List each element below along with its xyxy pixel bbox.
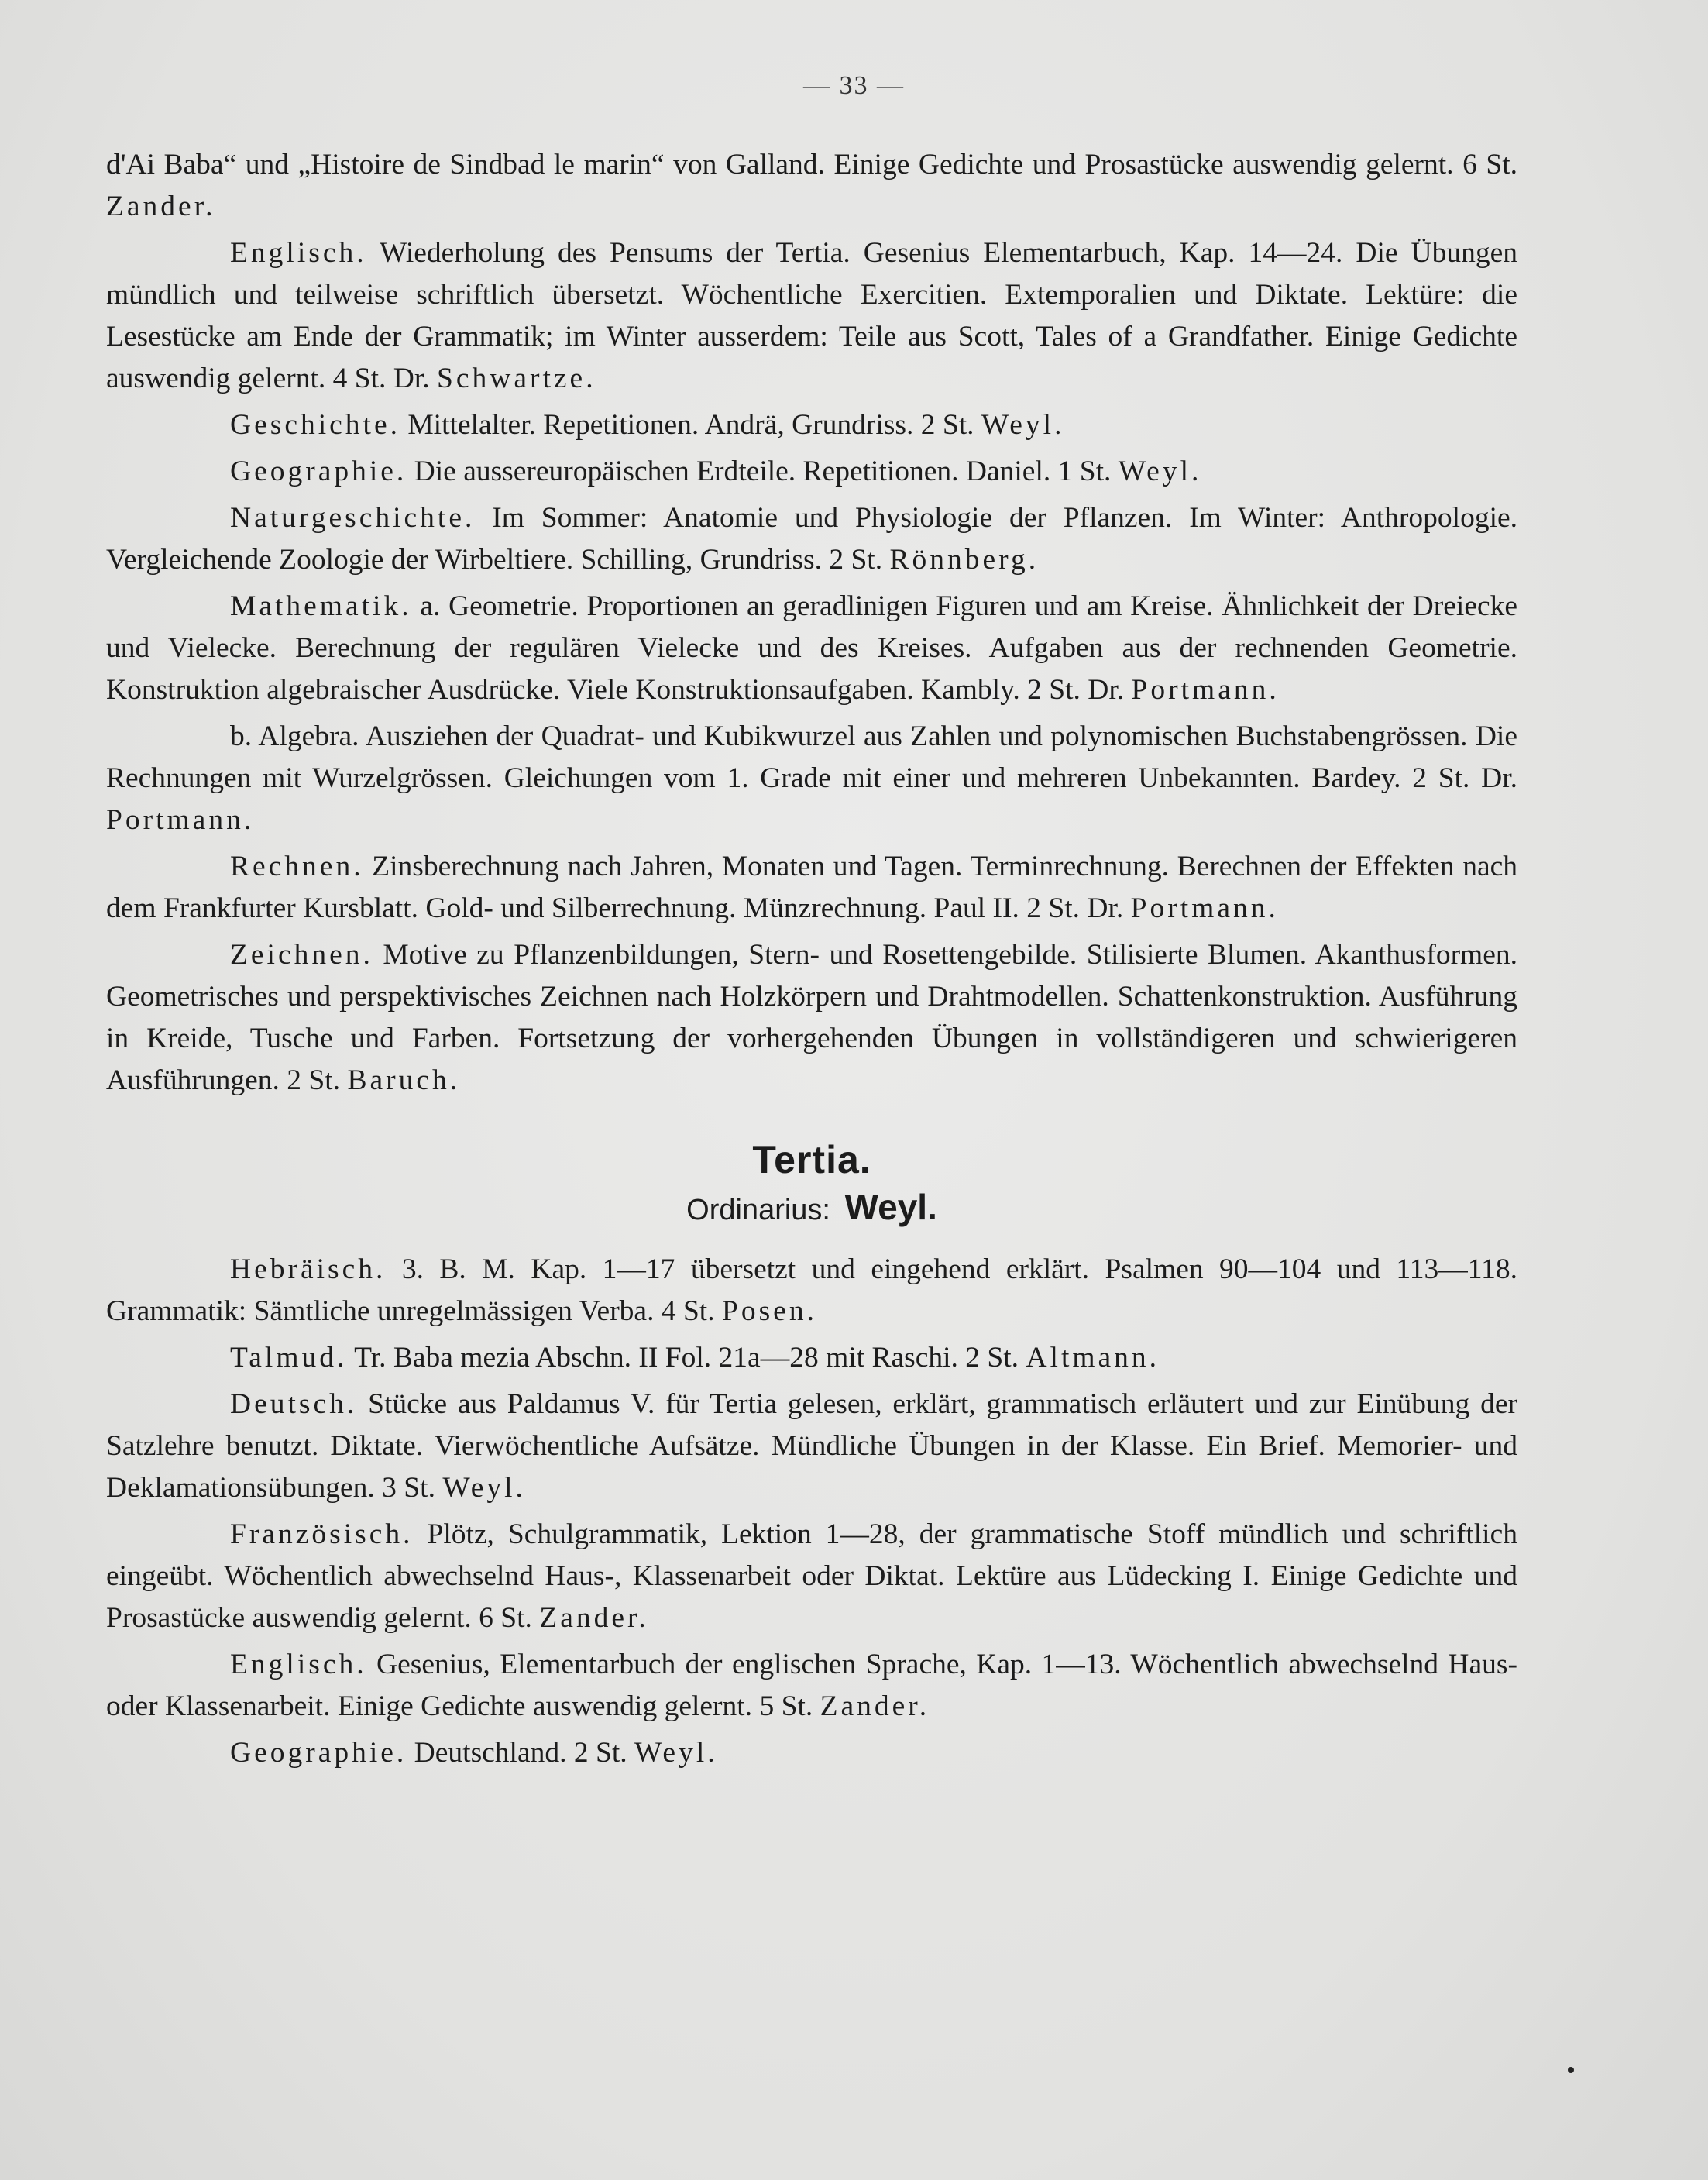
page-number: — 33 — (803, 71, 905, 100)
intro-text: d'Ai Baba“ und „Histoire de Sindbad le marin“ von Galland. Einige Gedichte und Prosastücke auswendig gelernt. 6 St. (106, 149, 1517, 181)
subject-text: Die aussereuropäischen Erdteile. Repetitionen. Daniel. 1 St. (414, 456, 1112, 487)
subject-name: Hebräisch. (230, 1253, 387, 1285)
teacher-name: Zander. (820, 1690, 930, 1722)
subject-paragraph (106, 1514, 1517, 1639)
subject-text: Deutschland. 2 St. (414, 1737, 627, 1769)
subject-text: Stücke aus Paldamus V. für Tertia gelesen, erklärt, grammatisch erläutert und zur Einübung der Satzlehre benutzt. Diktate. Vierwöchentliche Aufsätze. Mündliche Übungen in der Klasse. Ein Brief. Memorier- und Deklamationsübungen. 3 St. (106, 1388, 1518, 1504)
section-list-lower (106, 1249, 1517, 1774)
intro-paragraph (106, 144, 1517, 228)
subject-text: Im Sommer: Anatomie und Physiologie der Pflanzen. Im Winter: Anthropologie. Vergleichende Zoologie der Wirbeltiere. Schilling, Grundriss. 2 St. (106, 502, 1518, 576)
teacher-name: Altmann. (1026, 1342, 1160, 1374)
ordinarius-name: Weyl. (844, 1187, 937, 1227)
teacher-name: Portmann. (1130, 892, 1279, 924)
subject-text: 3. B. M. Kap. 1—17 übersetzt und eingehend erklärt. Psalmen 90—104 und 113—118. Grammatik: Sämtliche unregelmässigen Verba. 4 St. (106, 1253, 1517, 1327)
teacher-name: Posen. (721, 1295, 817, 1327)
subject-name: Geschichte. (230, 409, 400, 441)
teacher-name: Weyl. (442, 1472, 526, 1504)
subject-paragraph (106, 716, 1517, 841)
intro-teacher: Zander. (106, 191, 216, 222)
subject-name: Englisch. (230, 1649, 367, 1680)
subject-paragraph (106, 497, 1517, 581)
subject-name: Naturgeschichte. (230, 502, 476, 534)
subject-name: Geographie. (230, 1737, 407, 1769)
subject-paragraph (106, 451, 1517, 493)
subject-name: Zeichnen. (230, 939, 373, 971)
subject-name: Talmud. (230, 1342, 348, 1374)
subject-paragraph (106, 846, 1517, 930)
teacher-name: Portmann. (106, 804, 255, 836)
subject-text: Wiederholung des Pensums der Tertia. Gesenius Elementarbuch, Kap. 14—24. Die Übungen mündlich und teilweise schriftlich übersetzt. Wöchentliche Exercitien. Extemporalien und Diktate. Lektüre: die Lesestücke am Ende der Grammatik; im Winter ausserdem: Teile aus Scott, Tales of a Grandfather. Einige Gedichte auswendig gelernt. 4 St. Dr. (106, 237, 1517, 394)
subject-paragraph (106, 232, 1517, 400)
subject-name: Rechnen. (230, 851, 364, 882)
speck-mark (1568, 2067, 1574, 2073)
teacher-name: Zander. (539, 1602, 649, 1634)
teacher-name: Weyl. (1118, 456, 1202, 487)
subject-name: Englisch. (230, 237, 367, 269)
subject-paragraph (106, 934, 1517, 1102)
subject-text: Mittelalter. Repetitionen. Andrä, Grundriss. 2 St. (407, 409, 974, 441)
teacher-name: Weyl. (634, 1737, 718, 1769)
subject-text: Motive zu Pflanzenbildungen, Stern- und Rosettengebilde. Stilisierte Blumen. Akanthusformen. Geometrisches und perspektivisches Zeichnen nach Holzkörpern und Drahtmodellen. Schattenkonstruktion. Ausführung in Kreide, Tusche und Farben. Fortsetzung der vorhergehenden Übungen in vollständigeren und schwierigeren Ausführungen. 2 St. (106, 939, 1517, 1096)
subject-paragraph (106, 586, 1517, 711)
subject-paragraph (106, 1337, 1517, 1379)
subject-text: Tr. Baba mezia Abschn. II Fol. 21a—28 mit Raschi. 2 St. (354, 1342, 1019, 1374)
subject-paragraph (106, 1249, 1517, 1332)
subject-text: Plötz, Schulgrammatik, Lektion 1—28, der grammatische Stoff mündlich und schriftlich eingeübt. Wöchentlich abwechselnd Haus-, Klassenarbeit oder Diktat. Lektüre aus Lüdecking I. Einige Gedichte und Prosastücke auswendig gelernt. 6 St. (106, 1518, 1517, 1634)
ordinarius-label: Ordinarius: (686, 1194, 830, 1226)
subject-paragraph (106, 1384, 1517, 1509)
subject-name: Französisch. (230, 1518, 414, 1550)
subject-name: Deutsch. (230, 1388, 358, 1420)
teacher-name: Baruch. (347, 1064, 461, 1096)
body-text (106, 144, 1517, 1779)
subject-name: Geographie. (230, 456, 407, 487)
teacher-name: Portmann. (1131, 674, 1280, 706)
subject-text: a. Geometrie. Proportionen an geradlinigen Figuren und am Kreise. Ähnlichkeit der Dreiecke und Vielecke. Berechnung der regulären Vielecke und des Kreises. Aufgaben aus der rechnenden Geometrie. Konstruktion algebraischer Ausdrücke. Viele Konstruktionsaufgaben. Kambly. 2 St. Dr. (106, 590, 1517, 706)
subject-paragraph (106, 404, 1517, 446)
class-heading: Tertia. (752, 1138, 871, 1181)
subject-text: Zinsberechnung nach Jahren, Monaten und Tagen. Terminrechnung. Berechnen der Effekten nach dem Frankfurter Kursblatt. Gold- und Silberrechnung. Münzrechnung. Paul II. 2 St. Dr. (106, 851, 1518, 924)
subject-text: b. Algebra. Ausziehen der Quadrat- und Kubikwurzel aus Zahlen und polynomischen Buchstabengrössen. Die Rechnungen mit Wurzelgrössen. Gleichungen vom 1. Grade mit einer und mehreren Unbekannten. Bardey. 2 St. Dr. (106, 720, 1517, 794)
teacher-name: Schwartze. (437, 363, 596, 394)
subject-name: Mathematik. (230, 590, 412, 622)
subject-paragraph (106, 1644, 1517, 1728)
teacher-name: Weyl. (981, 409, 1065, 441)
section-list-upper (106, 232, 1517, 1102)
ordinarius-line (106, 1184, 1517, 1233)
subject-paragraph (106, 1732, 1517, 1774)
teacher-name: Rönnberg. (889, 544, 1040, 576)
subject-text: Gesenius, Elementarbuch der englischen Sprache, Kap. 1—13. Wöchentlich abwechselnd Haus- oder Klassenarbeit. Einige Gedichte auswendig gelernt. 5 St. (106, 1649, 1517, 1722)
